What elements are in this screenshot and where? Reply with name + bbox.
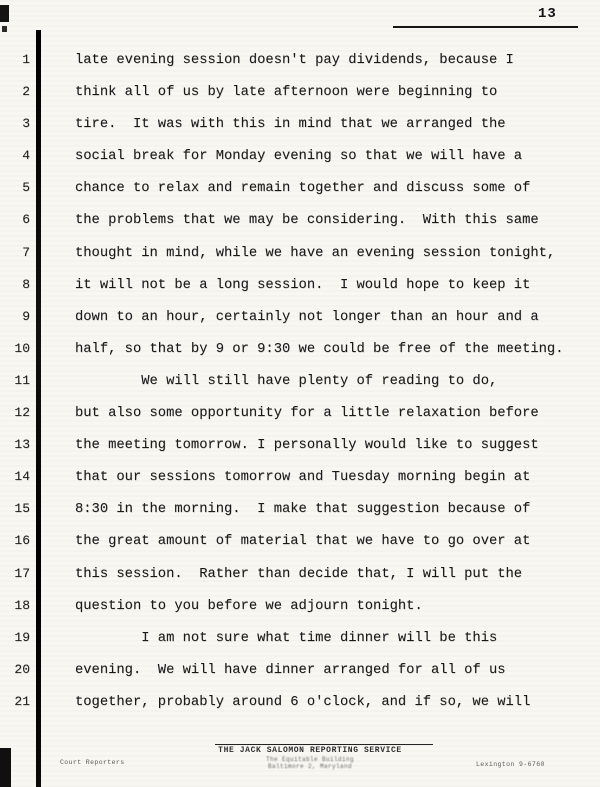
transcript-line (0, 245, 600, 277)
footer-phone-label: Lexington 9-6760 (476, 761, 545, 768)
footer-rule (215, 744, 433, 745)
transcript-line (0, 694, 600, 726)
reporting-service-address-line-2: Baltimore 2, Maryland (267, 763, 352, 770)
line-number: 5 (22, 180, 30, 196)
line-number: 13 (14, 437, 30, 453)
line-text: that our sessions tomorrow and Tuesday morning begin at (75, 470, 531, 486)
scan-artifact-top-left-small (2, 26, 7, 32)
line-text: evening. We will have dinner arranged for all of us (75, 662, 506, 678)
transcript-line (0, 630, 600, 662)
transcript-line (0, 212, 600, 244)
transcript-line (0, 341, 600, 373)
reporting-service-name: THE JACK SALOMON REPORTING SERVICE (218, 746, 402, 755)
transcript-line (0, 437, 600, 469)
line-number: 7 (22, 244, 30, 260)
line-number: 18 (14, 597, 30, 613)
line-text: social break for Monday evening so that we will have a (75, 149, 523, 165)
transcript-line (0, 373, 600, 405)
line-number: 15 (14, 501, 30, 517)
line-number: 19 (14, 629, 30, 645)
transcript-line (0, 180, 600, 212)
line-number: 8 (22, 276, 30, 292)
line-text: the great amount of material that we have to go over at (75, 534, 531, 550)
line-text: I am not sure what time dinner will be this (75, 630, 498, 646)
transcript-line (0, 277, 600, 309)
line-number: 14 (14, 469, 30, 485)
line-number: 9 (22, 308, 30, 324)
line-number: 6 (22, 212, 30, 228)
transcript-line (0, 566, 600, 598)
page-number: 13 (538, 6, 557, 22)
line-text: We will still have plenty of reading to do, (75, 373, 498, 389)
line-text: late evening session doesn't pay dividends, because I (75, 53, 514, 68)
line-number: 4 (22, 148, 30, 164)
line-text: half, so that by 9 or 9:30 we could be free of the meeting. (75, 341, 564, 357)
line-text: it will not be a long session. I would hope to keep it (75, 277, 531, 293)
transcript-line (0, 598, 600, 630)
transcript-line (0, 52, 600, 84)
line-number: 10 (14, 340, 30, 356)
scan-artifact-top-left (0, 5, 9, 22)
line-text: together, probably around 6 o'clock, and if so, we will (75, 694, 531, 710)
line-number: 20 (14, 661, 30, 677)
transcript-line (0, 84, 600, 116)
transcript-line (0, 469, 600, 501)
scan-artifact-bottom-left (0, 748, 11, 787)
line-text: the problems that we may be considering. With this same (75, 213, 539, 229)
line-number: 16 (14, 533, 30, 549)
footer-court-reporters-label: Court Reporters (60, 759, 125, 766)
header-rule (393, 26, 578, 28)
line-text: 8:30 in the morning. I make that suggestion because of (75, 502, 531, 518)
line-text: tire. It was with this in mind that we arranged the (75, 117, 506, 133)
line-text: the meeting tomorrow. I personally would like to suggest (75, 438, 539, 454)
line-number: 1 (22, 52, 30, 67)
transcript-line (0, 533, 600, 565)
line-text: thought in mind, while we have an evening session tonight, (75, 245, 556, 261)
transcript-line (0, 309, 600, 341)
transcript-line (0, 148, 600, 180)
line-number: 12 (14, 405, 30, 421)
line-text: think all of us by late afternoon were beginning to (75, 85, 498, 101)
transcript-body (0, 52, 600, 726)
line-text: this session. Rather than decide that, I will put the (75, 566, 523, 582)
transcript-line (0, 501, 600, 533)
line-text: down to an hour, certainly not longer than an hour and a (75, 309, 539, 325)
line-text: but also some opportunity for a little relaxation before (75, 406, 539, 422)
line-number: 21 (14, 693, 30, 709)
line-number: 11 (14, 372, 30, 388)
reporting-service-address-line-1: The Equitable Building (265, 756, 354, 763)
line-number: 2 (22, 84, 30, 100)
transcript-line (0, 116, 600, 148)
transcript-line (0, 662, 600, 694)
line-text: chance to relax and remain together and discuss some of (75, 181, 531, 197)
line-text: question to you before we adjourn tonight. (75, 598, 423, 614)
transcript-line (0, 405, 600, 437)
line-number: 3 (22, 116, 30, 132)
line-number: 17 (14, 565, 30, 581)
